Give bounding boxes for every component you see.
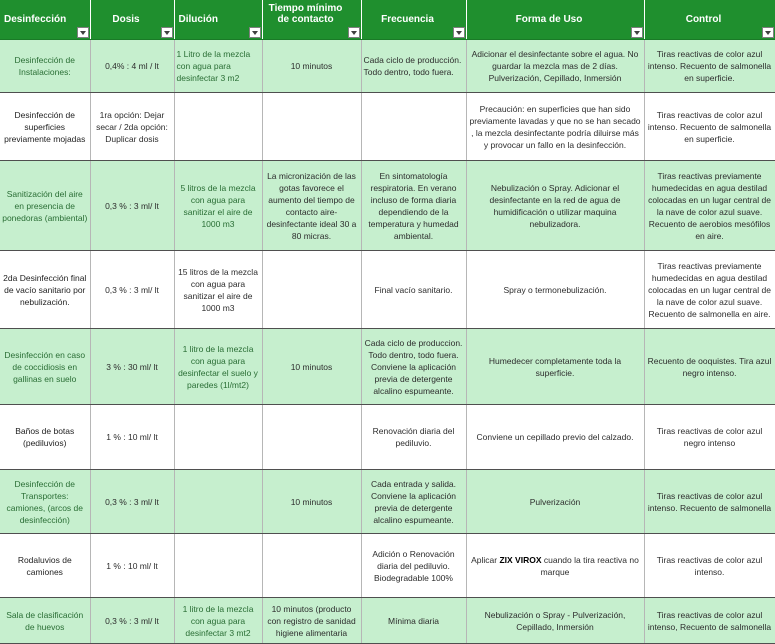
cell-dilucion[interactable]: 1 litro de la mezcla con agua para desinfectar 3 mt2 (174, 598, 262, 644)
cell-frecuencia[interactable]: Mínima diaria (361, 598, 466, 644)
cell-desinfeccion[interactable]: Rodaluvios de camiones (0, 534, 90, 598)
cell-dosis[interactable]: 3 % : 30 ml/ lt (90, 329, 174, 405)
cell-frecuencia[interactable]: Adición o Renovación diaria del pediluvio. Biodegradable 100% (361, 534, 466, 598)
header-dilucion: Dilución (174, 0, 262, 40)
cell-tiempo[interactable]: 10 minutos (262, 470, 361, 534)
table-row (0, 161, 775, 251)
header-frecuencia: Frecuencia (361, 0, 466, 40)
cell-dilucion[interactable] (174, 534, 262, 598)
cell-control[interactable]: Tiras reactivas previamente humedecidas en agua destilad colocadas en un lugar central de la nave de color azul suave. Recuento de salmonella en aire. (644, 251, 775, 329)
forma-text-post: cuando la tira reactiva no marque (540, 554, 639, 577)
cell-dilucion[interactable]: 1 litro de la mezcla con agua para desinfectar el suelo y paredes (1l/mt2) (174, 329, 262, 405)
cell-dosis[interactable]: 0,4% : 4 ml / lt (90, 40, 174, 93)
cell-desinfeccion[interactable]: Desinfección de Instalaciones: (0, 40, 90, 93)
cell-desinfeccion[interactable]: Desinfección en caso de coccidiosis en gallinas en suelo (0, 329, 90, 405)
cell-dilucion[interactable]: 1 Litro de la mezcla con agua para desinfectar 3 m2 (174, 40, 262, 93)
forma-text-pre: Aplicar (471, 554, 500, 565)
cell-desinfeccion[interactable]: 2da Desinfección final de vacío sanitario por nebulización. (0, 251, 90, 329)
cell-frecuencia[interactable]: Cada ciclo de produccion. Todo dentro, todo fuera. Conviene la aplicación previa de detergente alcalino espumeante. (361, 329, 466, 405)
cell-desinfeccion[interactable]: Desinfección de superficies previamente mojadas (0, 93, 90, 161)
filter-dropdown-icon[interactable] (77, 27, 89, 38)
header-row (0, 0, 775, 40)
filter-dropdown-icon[interactable] (631, 27, 643, 38)
table-row (0, 534, 775, 598)
filter-dropdown-icon[interactable] (249, 27, 261, 38)
cell-tiempo[interactable] (262, 405, 361, 470)
cell-tiempo[interactable]: 10 minutos (262, 329, 361, 405)
cell-dosis[interactable]: 0,3 % : 3 ml/ lt (90, 251, 174, 329)
cell-tiempo[interactable] (262, 251, 361, 329)
cell-dilucion[interactable] (174, 405, 262, 470)
filter-dropdown-icon[interactable] (161, 27, 173, 38)
cell-dilucion[interactable] (174, 93, 262, 161)
cell-control[interactable]: Tiras reactivas de color azul intenso. (644, 534, 775, 598)
cell-frecuencia[interactable]: Final vacío sanitario. (361, 251, 466, 329)
filter-dropdown-icon[interactable] (348, 27, 360, 38)
header-forma-de-uso: Forma de Uso (466, 0, 644, 40)
cell-control[interactable]: Tiras reactivas de color azul intenso. Recuento de salmonella en superficie. (644, 40, 775, 93)
cell-control[interactable]: Tiras reactivas de color azul negro intenso (644, 405, 775, 470)
cell-tiempo[interactable] (262, 534, 361, 598)
cell-dosis[interactable]: 1ra opción: Dejar secar / 2da opción: Duplicar dosis (90, 93, 174, 161)
cell-dilucion[interactable]: 5 litros de la mezcla con agua para sanitizar el aire de 1000 m3 (174, 161, 262, 251)
cell-forma-de-uso[interactable]: Pulverización (466, 470, 644, 534)
cell-dosis[interactable]: 0,3 % : 3 ml/ lt (90, 598, 174, 644)
cell-control[interactable]: Tiras reactivas de color azul intenso. Recuento de salmonella (644, 470, 775, 534)
table-row (0, 329, 775, 405)
cell-forma-de-uso[interactable]: Nebulización o Spray - Pulverización, Cepillado, Inmersión (466, 598, 644, 644)
cell-forma-de-uso[interactable] (466, 534, 644, 598)
brand-name: ZIX VIROX (499, 554, 542, 565)
cell-control[interactable]: Tiras reactivas previamente humedecidas en agua destilad colocadas en un lugar central de la nave de color azul suave. Recuento de aerobios mesófilos en aire. (644, 161, 775, 251)
cell-forma-de-uso[interactable]: Conviene un cepillado previo del calzado. (466, 405, 644, 470)
table-row (0, 598, 775, 644)
cell-dosis[interactable]: 1 % : 10 ml/ lt (90, 534, 174, 598)
cell-control[interactable]: Tiras reactivas de color azul intenso, Recuento de salmonella (644, 598, 775, 644)
cell-forma-de-uso[interactable]: Humedecer completamente toda la superficie. (466, 329, 644, 405)
cell-control[interactable]: Recuento de ooquistes. Tira azul negro intenso. (644, 329, 775, 405)
header-control: Control (644, 0, 775, 40)
cell-desinfeccion[interactable]: Baños de botas (pediluvios) (0, 405, 90, 470)
table-row (0, 40, 775, 93)
cell-tiempo[interactable] (262, 93, 361, 161)
cell-dilucion[interactable] (174, 470, 262, 534)
cell-desinfeccion[interactable]: Sala de clasificación de huevos (0, 598, 90, 644)
cell-frecuencia[interactable]: Cada entrada y salida. Conviene la aplicación previa de detergente alcalino espumeante. (361, 470, 466, 534)
cell-forma-de-uso[interactable]: Precaución: en superficies que han sido previamente lavadas y que no se han secado , la mezcla desinfectante podría diluirse más y provocar un fallo en la desinfección. (466, 93, 644, 161)
table-row (0, 470, 775, 534)
filter-dropdown-icon[interactable] (762, 27, 774, 38)
cell-frecuencia[interactable]: Cada ciclo de producción. Todo dentro, todo fuera. (361, 40, 466, 93)
cell-tiempo[interactable]: 10 minutos (producto con registro de sanidad higiene alimentaria (262, 598, 361, 644)
table-row (0, 251, 775, 329)
cell-dosis[interactable]: 0,3 % : 3 ml/ lt (90, 470, 174, 534)
cell-dosis[interactable]: 1 % : 10 ml/ lt (90, 405, 174, 470)
cell-dilucion[interactable]: 15 litros de la mezcla con agua para sanitizar el aire de 1000 m3 (174, 251, 262, 329)
cell-frecuencia[interactable]: En sintomatología respiratoria. En verano incluso de forma diaria dependiendo de la temperatura y humedad ambiental. (361, 161, 466, 251)
cell-forma-de-uso[interactable]: Spray o termonebulización. (466, 251, 644, 329)
cell-tiempo[interactable]: La micronización de las gotas favorece el aumento del tiempo de contacto aire-desinfectante ideal 30 a 80 micras. (262, 161, 361, 251)
cell-dosis[interactable]: 0,3 % : 3 ml/ lt (90, 161, 174, 251)
filter-dropdown-icon[interactable] (453, 27, 465, 38)
header-tiempo: Tiempo mínimo de contacto (262, 0, 361, 40)
cell-frecuencia[interactable]: Renovación diaria del pediluvio. (361, 405, 466, 470)
table-row (0, 93, 775, 161)
cell-forma-de-uso[interactable]: Adicionar el desinfectante sobre el agua. No guardar la mezcla mas de 2 días. Pulverización, Cepillado, Inmersión (466, 40, 644, 93)
cell-tiempo[interactable]: 10 minutos (262, 40, 361, 93)
cell-forma-de-uso[interactable]: Nebulización o Spray. Adicionar el desinfectante en la red de agua de humidificación o utilizar maquina nebulizadora. (466, 161, 644, 251)
header-desinfeccion: Desinfección (0, 0, 90, 40)
cell-frecuencia[interactable] (361, 93, 466, 161)
cell-control[interactable]: Tiras reactivas de color azul intenso. Recuento de salmonella en superficie. (644, 93, 775, 161)
cell-desinfeccion[interactable]: Desinfección de Transportes: camiones, (arcos de desinfección) (0, 470, 90, 534)
header-dosis: Dosis (90, 0, 174, 40)
cell-desinfeccion[interactable]: Sanitización del aire en presencia de ponedoras (ambiental) (0, 161, 90, 251)
table-row (0, 405, 775, 470)
